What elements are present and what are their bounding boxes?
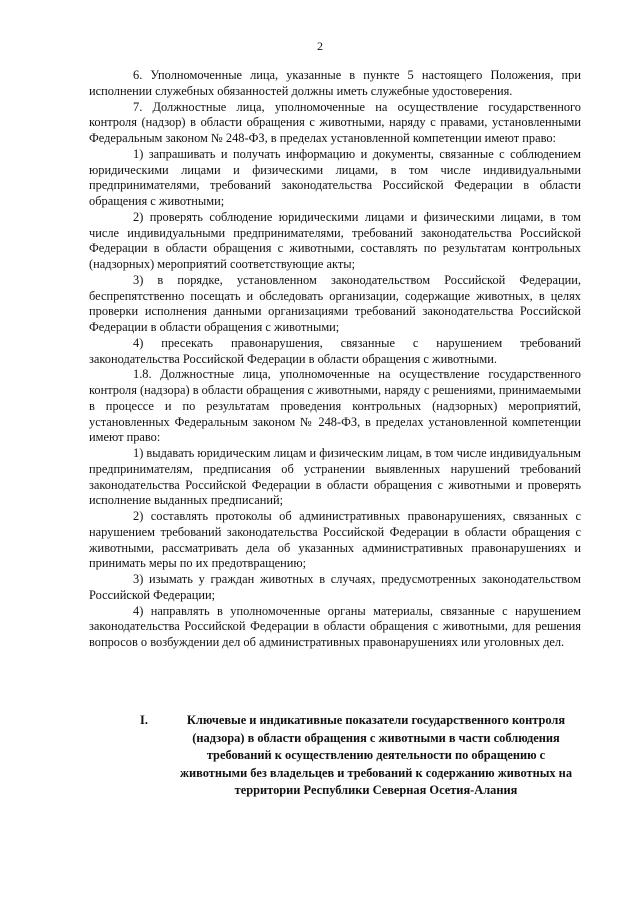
- paragraph-1-8-item-4: 4) направлять в уполномоченные органы материалы, связанные с нарушением законодательства Российской Федерации в области обращения с животными, для решения вопросов о возбуждении дел об административных правонарушениях или уголовных дел.: [89, 603, 581, 649]
- paragraph-1-8-item-2: 2) составлять протоколы об административных правонарушениях, связанных с нарушением требований законодательства Российской Федерации в области обращения с животными, рассматривать дела об указанных административных правонарушениях и принимать меры по их предотвращению;: [89, 509, 581, 571]
- section-heading: [140, 712, 580, 800]
- paragraph-7-item-3: 3) в порядке, установленном законодательством Российской Федерации, беспрепятственно посещать и обследовать организации, содержащие животных, в целях проверки исполнения данными организациями требований законодательства Российской Федерации в области обращения с животными;: [89, 272, 581, 334]
- paragraph-1-8-item-3: 3) изымать у граждан животных в случаях, предусмотренных законодательством Российской Федерации;: [89, 572, 581, 602]
- paragraph-6-service-ids: 6. Уполномоченные лица, указанные в пункте 5 настоящего Положения, при исполнении служебных обязанностей должны иметь служебные удостоверения.: [89, 68, 581, 98]
- paragraph-7-item-4: 4) пресекать правонарушения, связанные с нарушением требований законодательства Российской Федерации в области обращения с животными.: [89, 335, 581, 366]
- paragraph-1-8-officials-rights: 1.8. Должностные лица, уполномоченные на осуществление государственного контроля (надзора) в области обращения с животными, наряду с решениями, принимаемыми в процессе и по результатам проведения контрольных (надзорных) мероприятий, установленных Федеральным законом № 248-ФЗ, в пределах установленной компетенции имеют право:: [89, 367, 581, 445]
- paragraph-7-item-2: 2) проверять соблюдение юридическими лицами и физическими лицами, в том числе индивидуальными предпринимателями, требований законодательства Российской Федерации в области обращения с животными, составлять по результатам контрольных (надзорных) мероприятий соответствующие акты;: [89, 209, 581, 271]
- paragraph-7-officials-rights: 7. Должностные лица, уполномоченные на осуществление государственного контроля (надзор) в области обращения с животными, наряду с правами, установленными Федеральным законом № 248-ФЗ, в пределах установленной компетенции имеют право:: [89, 99, 581, 145]
- page-number: 2: [317, 39, 323, 53]
- paragraph-7-item-1: 1) запрашивать и получать информацию и документы, связанные с соблюдением юридическими лицами и физическими лицами, в том числе индивидуальными предпринимателями, требований законодательства Российской Федерации в области обращения с животными;: [89, 146, 581, 208]
- section-heading-number: I.: [140, 713, 148, 727]
- document-body: [89, 68, 581, 651]
- paragraph-1-8-item-1: 1) выдавать юридическим лицам и физическим лицам, в том числе индивидуальным предпринимателям, предписания об устранении выявленных нарушений требований законодательства Российской Федерации в области обращения с животными и проверять исполнение выданных предписаний;: [89, 446, 581, 508]
- section-heading-text: Ключевые и индикативные показатели государственного контроля (надзора) в области обращения с животными в части соблюдения требований к осуществлению деятельности по обращению с животными без владельцев и требований к содержанию животных на территории Республики Северная Осетия-Алания: [179, 713, 573, 797]
